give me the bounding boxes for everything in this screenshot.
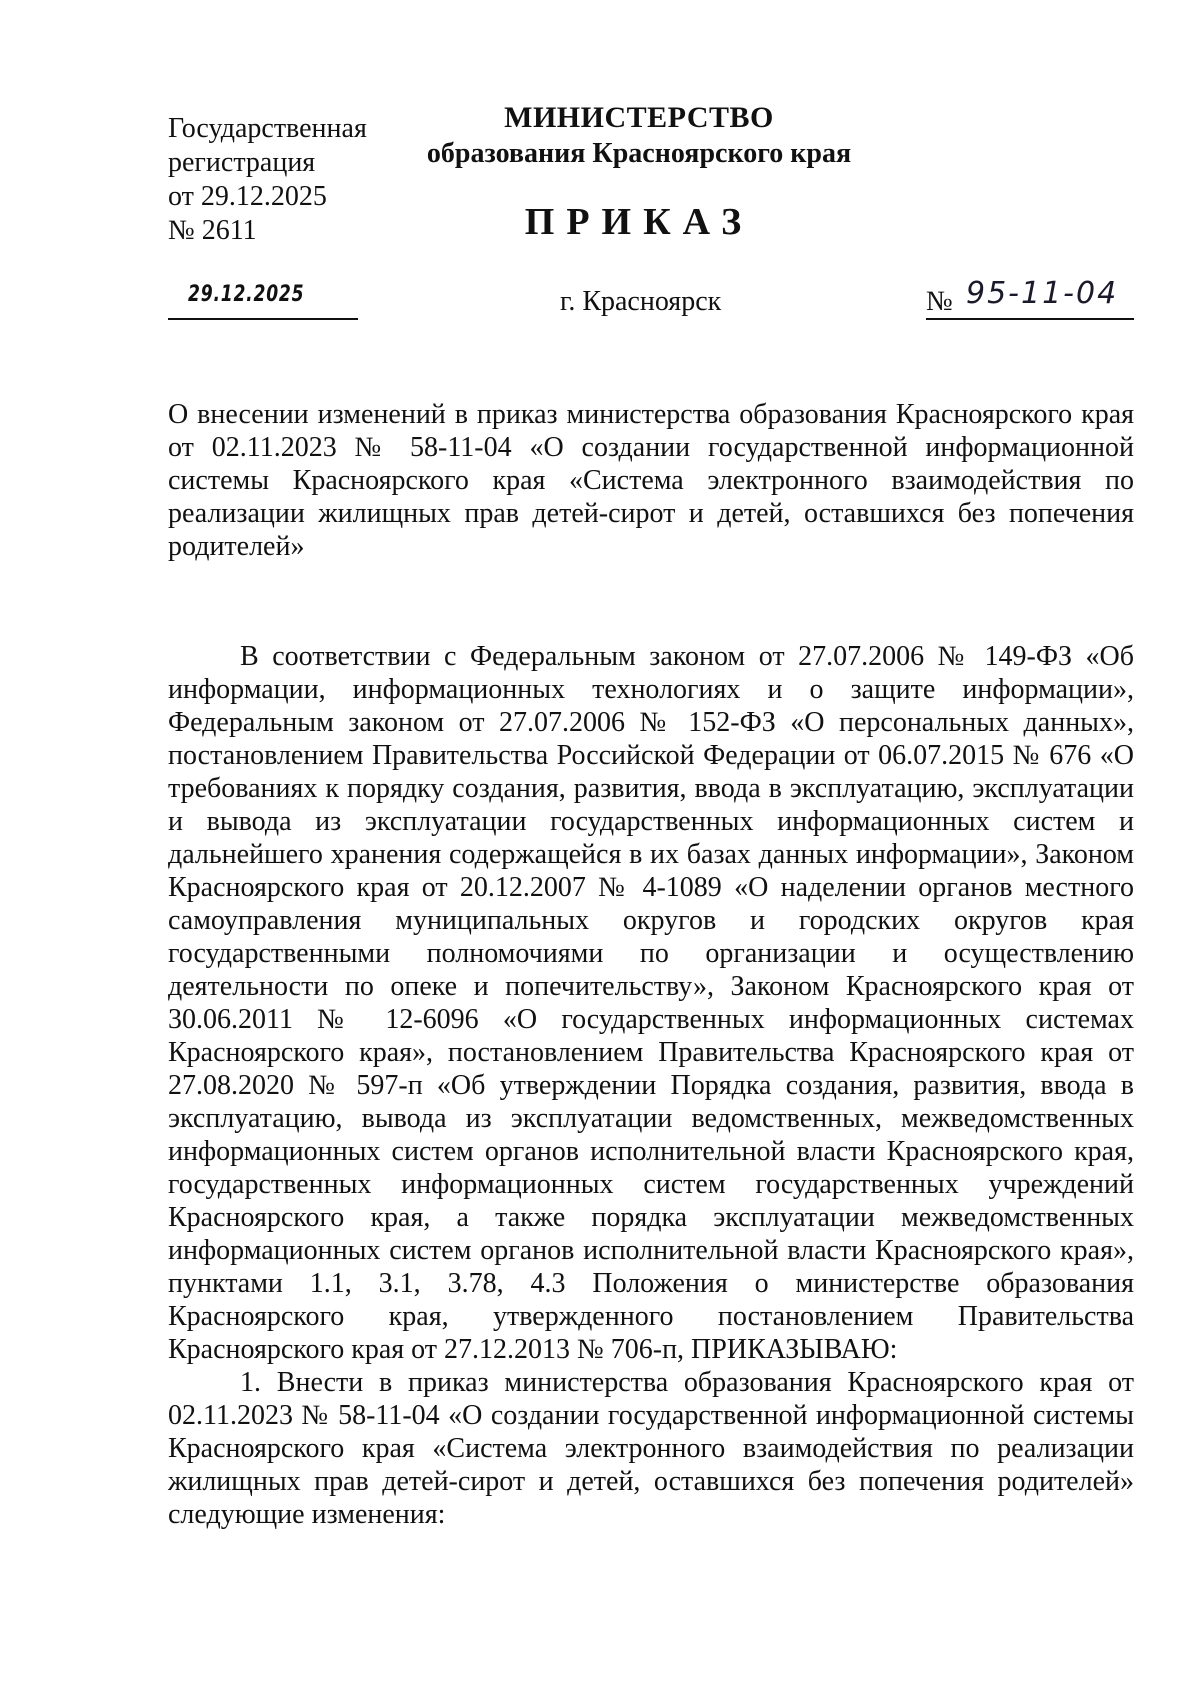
body-paragraph-item-1: 1. Внести в приказ министерства образования Красноярского края от 02.11.2023 № 58-11-04 «О создании государственной информационной системы Красноярского края «Система электронного взаимодействия по реализации жилищных прав детей-сирот и детей, оставшихся без попечения родителей» следующие изменения: bbox=[168, 1367, 1134, 1530]
ministry-title: МИНИСТЕРСТВО bbox=[504, 101, 774, 134]
registration-line-2: регистрация bbox=[168, 147, 316, 178]
ministry-header bbox=[404, 100, 874, 172]
city: г. Красноярск bbox=[560, 286, 722, 317]
body-paragraph-preamble: В соответствии с Федеральным законом от 27.07.2006 № 149-ФЗ «Об информации, информационных технологиях и о защите информации», Федеральным законом от 27.07.2006 № 152-ФЗ «О персональных данных», постановлением Правительства Российской Федерации от 06.07.2015 № 676 «О требованиях к порядку создания, развития, ввода в эксплуатацию, эксплуатации и вывода из эксплуатации государственных информационных систем и дальнейшего хранения содержащейся в их базах данных информации», Законом Красноярского края от 20.12.2007 № 4-1089 «О наделении органов местного самоуправления муниципальных округов и городских округов края государственными полномочиями по организации и осуществлению деятельности по опеке и попечительству», Законом Красноярского края от 30.06.2011 № 12-6096 «О государственных информационных системах Красноярского края», постановлением Правительства Красноярского края от 27.08.2020 № 597-п «Об утверждении Порядка создания, развития, ввода в эксплуатацию, вывода из эксплуатации ведомственных, межведомственных информационных систем органов исполнительной власти Красноярского края, государственных информационных систем государственных учреждений Красноярского края, а также порядка эксплуатации межведомственных информационных систем органов исполнительной власти Красноярского края», пунктами 1.1, 3.1, 3.78, 4.3 Положения о министерстве образования Красноярского края, утвержденного постановлением Правительства Красноярского края от 27.12.2013 № 706-п, ПРИКАЗЫВАЮ: bbox=[168, 641, 1134, 1365]
registration-block bbox=[168, 112, 408, 248]
number-label: № bbox=[926, 286, 953, 317]
order-date: 29.12.2025 bbox=[188, 282, 305, 307]
ministry-subtitle: образования Красноярского края bbox=[426, 138, 852, 169]
registration-number: № 2611 bbox=[168, 215, 257, 246]
number-field bbox=[926, 276, 1134, 320]
document-body bbox=[168, 640, 1134, 1531]
registration-line-1: Государственная bbox=[168, 113, 367, 144]
document-type: ПРИКАЗ bbox=[524, 201, 754, 243]
date-field bbox=[168, 282, 358, 320]
document-title: О внесении изменений в приказ министерства образования Красноярского края от 02.11.2023 № 58-11-04 «О создании государственной информационной системы Красноярского края «Система электронного взаимодействия по реализации жилищных прав детей-сирот и детей, оставшихся без попечения родителей» bbox=[168, 399, 1134, 562]
order-number: 95-11-04 bbox=[966, 276, 1119, 311]
registration-date: от 29.12.2025 bbox=[168, 181, 327, 212]
